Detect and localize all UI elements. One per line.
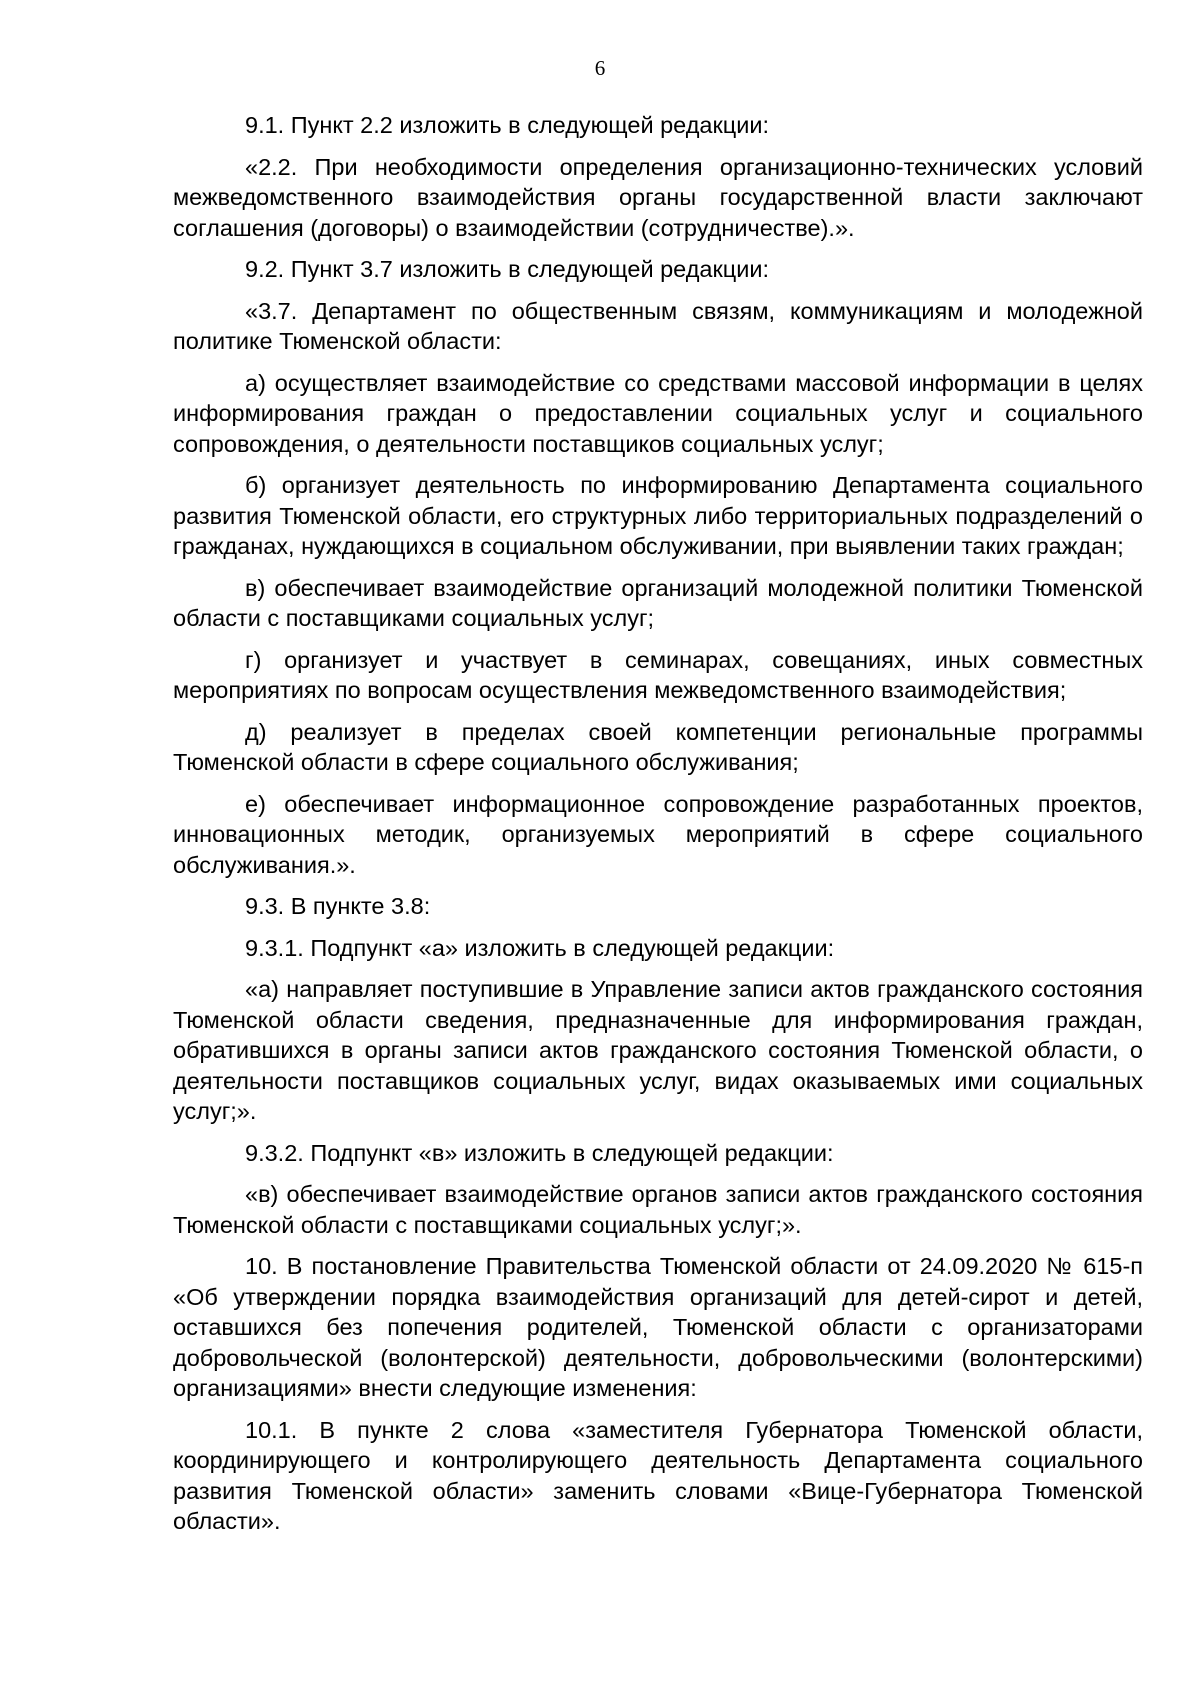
paragraph-9-2: 9.2. Пункт 3.7 изложить в следующей редакции: bbox=[245, 256, 770, 282]
paragraph-item-g: г) организует и участвует в семинарах, совещаниях, иных совместных мероприятиях по вопросам осуществления межведомственного взаимодействия; bbox=[173, 646, 1143, 703]
paragraph-item-a: а) осуществляет взаимодействие со средствами массовой информации в целях информирования граждан о предоставлении социальных услуг и социального сопровождения, о деятельности поставщиков социальных услуг; bbox=[173, 369, 1143, 457]
document-body bbox=[173, 110, 1143, 1548]
paragraph-9-1: 9.1. Пункт 2.2 изложить в следующей редакции: bbox=[245, 112, 770, 138]
paragraph-9-3-2: 9.3.2. Подпункт «в» изложить в следующей редакции: bbox=[245, 1139, 834, 1166]
paragraph-9-3: 9.3. В пункте 3.8: bbox=[245, 893, 431, 919]
paragraph-9-3-1: 9.3.1. Подпункт «а» изложить в следующей редакции: bbox=[245, 934, 835, 961]
paragraph-item-d: д) реализует в пределах своей компетенции региональные программы Тюменской области в сфере социального обслуживания; bbox=[173, 718, 1143, 775]
paragraph-2-2-text: «2.2. При необходимости определения организационно-технических условий межведомственного взаимодействия органы государственной власти заключают соглашения (договоры) о взаимодействии (сотрудничестве).». bbox=[173, 153, 1143, 241]
page-number: 6 bbox=[594, 56, 606, 80]
paragraph-3-8-v-text: «в) обеспечивает взаимодействие органов записи актов гражданского состояния Тюменской области с поставщиками социальных услуг;». bbox=[173, 1181, 1143, 1238]
paragraph-item-v: в) обеспечивает взаимодействие организаций молодежной политики Тюменской области с поставщиками социальных услуг; bbox=[173, 574, 1143, 631]
paragraph-10: 10. В постановление Правительства Тюменской области от 24.09.2020 № 615-п «Об утверждении порядка взаимодействия организаций для детей-сирот и детей, оставшихся без попечения родителей, Тюменской области с организаторами добровольческой (волонтерской) деятельности, добровольческими (волонтерскими) организациями» внести следующие изменения: bbox=[173, 1253, 1143, 1401]
paragraph-10-1: 10.1. В пункте 2 слова «заместителя Губернатора Тюменской области, координирующего и контролирующего деятельность Департамента социального развития Тюменской области» заменить словами «Вице-Губернатора Тюменской области». bbox=[173, 1416, 1143, 1534]
paragraph-3-7-text: «3.7. Департамент по общественным связям, коммуникациям и молодежной политике Тюменской области: bbox=[173, 297, 1143, 354]
paragraph-3-8-a-text: «а) направляет поступившие в Управление записи актов гражданского состояния Тюменской области сведения, предназначенные для информирования граждан, обратившихся в органы записи актов гражданского состояния Тюменской области, о деятельности поставщиков социальных услуг, видах оказываемых ими социальных услуг;». bbox=[173, 976, 1143, 1124]
paragraph-item-e: е) обеспечивает информационное сопровождение разработанных проектов, инновационных методик, организуемых мероприятий в сфере социального обслуживания.». bbox=[173, 790, 1143, 878]
paragraph-item-b: б) организует деятельность по информированию Департамента социального развития Тюменской области, его структурных либо территориальных подразделений о гражданах, нуждающихся в социальном обслуживании, при выявлении таких граждан; bbox=[173, 472, 1143, 559]
